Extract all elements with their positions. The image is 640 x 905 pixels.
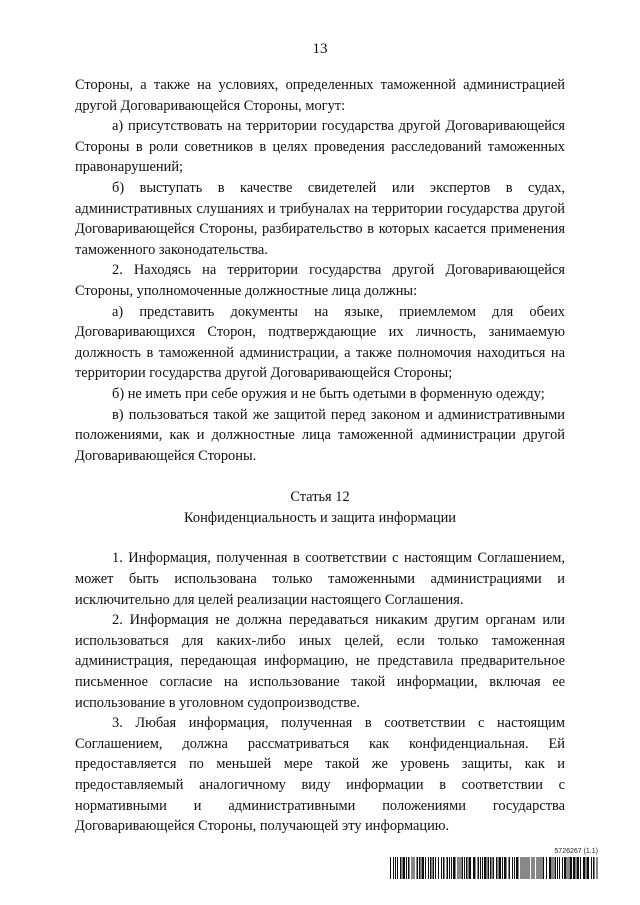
top-paragraph: а) представить документы на языке, приемлемом для обеих Договаривающихся Сторон, подтверждающие их личность, занимаемую должность в таможенной администрации, а также полномочия находиться на территории государства другой Договаривающейся Стороны; [75, 303, 565, 382]
bottom-paragraph: 3. Любая информация, полученная в соответствии с настоящим Соглашением, должна рассматриваться как конфиденциальная. Ей предоставляется по меньшей мере такой же уровень защиты, как и предоставляемый аналогичному виду информации в соответствии с нормативными и административными положениями государства Договаривающейся Стороны, получающей эту информацию. [75, 715, 565, 835]
top-paragraph: б) выступать в качестве свидетелей или экспертов в судах, административных слушаниях и трибуналах на территории государства другой Договаривающейся Стороны, разбирательство в которых касается применения таможенного законодательства. [75, 179, 565, 258]
page-number: 13 [312, 41, 328, 57]
top-paragraph: 2. Находясь на территории государства другой Договаривающейся Стороны, уполномоченные должностные лица должны: [75, 262, 565, 299]
top-paragraph: а) присутствовать на территории государства другой Договаривающейся Стороны в роли советников в целях проведения расследований таможенных правонарушений; [75, 118, 565, 176]
bottom-paragraph: 2. Информация не должна передаваться никаким другим органам или использоваться для каких-либо иных целей, если только таможенная администрация, передающая информацию, не представила предварительное письменное согласие на использование такой информации, включая ее использование в уголовном судопроизводстве. [75, 612, 565, 711]
article-heading [75, 487, 565, 528]
bottom-paragraph: 1. Информация, полученная в соответствии с настоящим Соглашением, может быть использована только таможенными администрациями и исключительно для целей реализации настоящего Соглашения. [75, 550, 565, 608]
document-code: 5726267 (1.1) [554, 848, 598, 855]
article-number: Статья 12 [290, 489, 350, 506]
document-body [75, 75, 565, 837]
document-stamp [390, 848, 600, 879]
paragraphs-top [75, 75, 565, 466]
barcode-icon [390, 857, 600, 879]
top-paragraph: Стороны, а также на условиях, определенных таможенной администрацией другой Договаривающейся Стороны, могут: [75, 77, 565, 114]
top-paragraph: б) не иметь при себе оружия и не быть одетыми в форменную одежду; [112, 385, 545, 402]
article-title: Конфиденциальность и защита информации [184, 509, 456, 526]
top-paragraph: в) пользоваться такой же защитой перед законом и административными положениями, как и должностные лица таможенной администрации другой Договаривающейся Стороны. [75, 406, 565, 464]
paragraphs-bottom [75, 548, 565, 836]
